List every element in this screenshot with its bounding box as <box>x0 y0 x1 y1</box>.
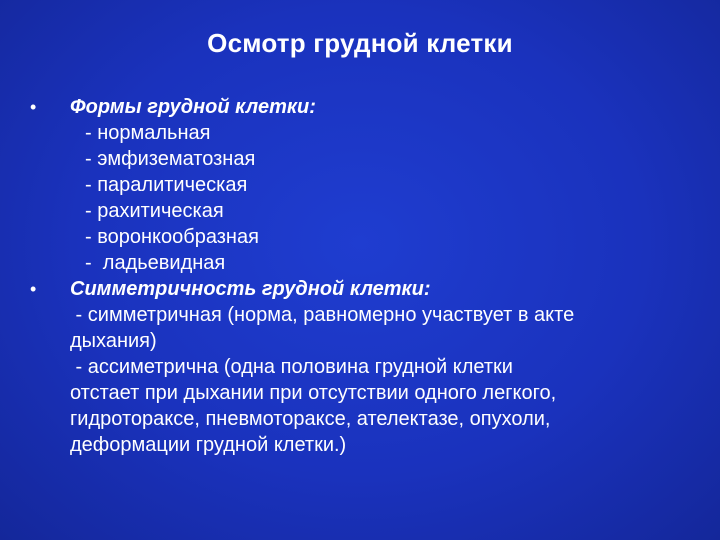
list-item: - нормальная <box>85 122 211 144</box>
bullet-icon: • <box>30 279 37 299</box>
list-item: - воронкообразная <box>85 226 259 248</box>
slide-content <box>30 94 700 458</box>
paragraph-line: - ассиметрична (одна половина грудной клетки <box>70 356 513 378</box>
paragraph-line: гидротораксе, пневмотораксе, ателектазе, опухоли, <box>70 408 551 430</box>
paragraph-line: дыхания) <box>70 330 157 352</box>
paragraph-line: отстает при дыхании при отсутствии одного легкого, <box>70 382 557 404</box>
slide-title: Осмотр грудной клетки <box>207 28 513 58</box>
paragraph-line: деформации грудной клетки.) <box>70 434 347 456</box>
list-item: - ладьевидная <box>85 252 226 274</box>
bullet-section-symmetry <box>30 276 700 458</box>
list-item: - эмфизематозная <box>85 148 256 170</box>
paragraph-line: - симметричная (норма, равномерно участвует в акте <box>70 304 575 326</box>
section-heading-symmetry: Симметричность грудной клетки: <box>70 278 431 300</box>
bullet-section-chest-shapes <box>30 94 700 276</box>
list-item: - паралитическая <box>85 174 248 196</box>
bullet-icon: • <box>30 97 37 117</box>
section-heading-shapes: Формы грудной клетки: <box>70 96 316 118</box>
list-item: - рахитическая <box>85 200 224 222</box>
